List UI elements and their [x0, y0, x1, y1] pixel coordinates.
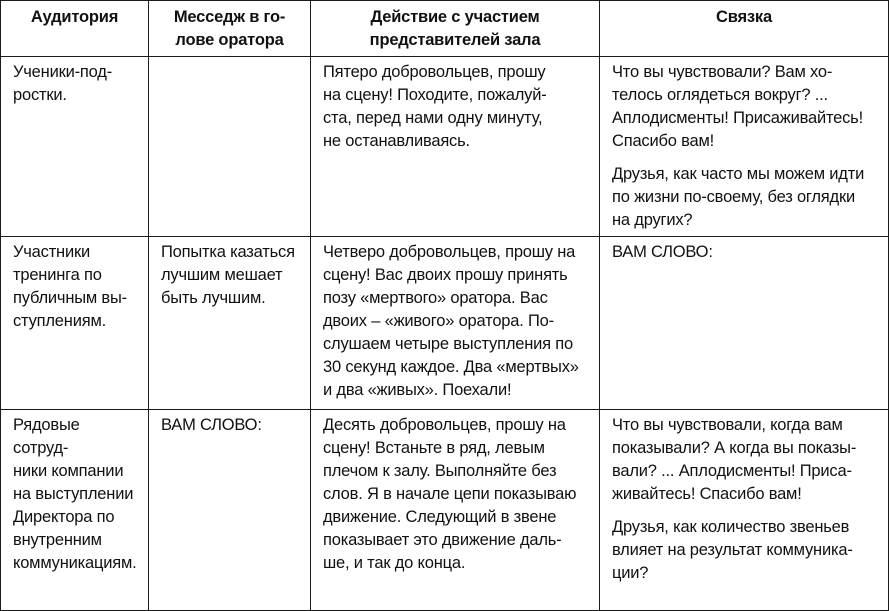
cell-bridge — [600, 410, 889, 611]
header-message: Месседж в го- лове оратора — [149, 1, 311, 57]
header-bridge: Связка — [600, 1, 889, 57]
cell-bridge — [600, 237, 889, 410]
cell-message: Попытка казаться лучшим мешает быть лучшим. — [149, 237, 311, 410]
bridge-paragraph: Друзья, как количество звеньев влияет на результат коммуника- ции? — [612, 518, 853, 582]
cell-bridge — [600, 57, 889, 237]
cell-action: Десять добровольцев, прошу на сцену! Встаньте в ряд, левым плечом к залу. Выполняйте без слов. Я в начале цепи показываю движение. Следующий в звене показывает это движение даль- ше, и так до конца. — [311, 410, 600, 611]
header-action: Действие с участием представителей зала — [311, 1, 600, 57]
cell-action: Пятеро добровольцев, прошу на сцену! Походите, пожалуй- ста, перед нами одну минуту, не останавливаясь. — [311, 57, 600, 237]
cell-audience: Ученики-под- ростки. — [1, 57, 149, 237]
cell-message: ВАМ СЛОВО: — [149, 410, 311, 611]
table-row — [1, 237, 889, 410]
table-row — [1, 410, 889, 611]
header-audience: Аудитория — [1, 1, 149, 57]
header-row — [1, 1, 889, 57]
table-row — [1, 57, 889, 237]
bridge-paragraph: Что вы чувствовали? Вам хо- телось оглядеться вокруг? ... Аплодисменты! Присаживайтесь! Спасибо вам! — [612, 63, 863, 150]
cell-audience: Рядовые сотруд- ники компании на выступлении Директора по внутренним коммуникациям. — [1, 410, 149, 611]
cell-action: Четверо добровольцев, прошу на сцену! Вас двоих прошу принять позу «мертвого» оратора. Вас двоих – «живого» оратора. По- слушаем четыре выступления по 30 секунд каждое. Два «мертвых» и два «живых». Поехали! — [311, 237, 600, 410]
bridge-paragraph: Что вы чувствовали, когда вам показывали? А когда вы показы- вали? ... Аплодисменты! Приса- живайтесь! Спасибо вам! — [612, 416, 857, 503]
bridge-paragraph: ВАМ СЛОВО: — [612, 243, 713, 261]
bridge-paragraph: Друзья, как часто мы можем идти по жизни по-своему, без оглядки на других? — [612, 165, 865, 229]
cell-message — [149, 57, 311, 237]
cell-audience: Участники тренинга по публичным вы- ступлениям. — [1, 237, 149, 410]
